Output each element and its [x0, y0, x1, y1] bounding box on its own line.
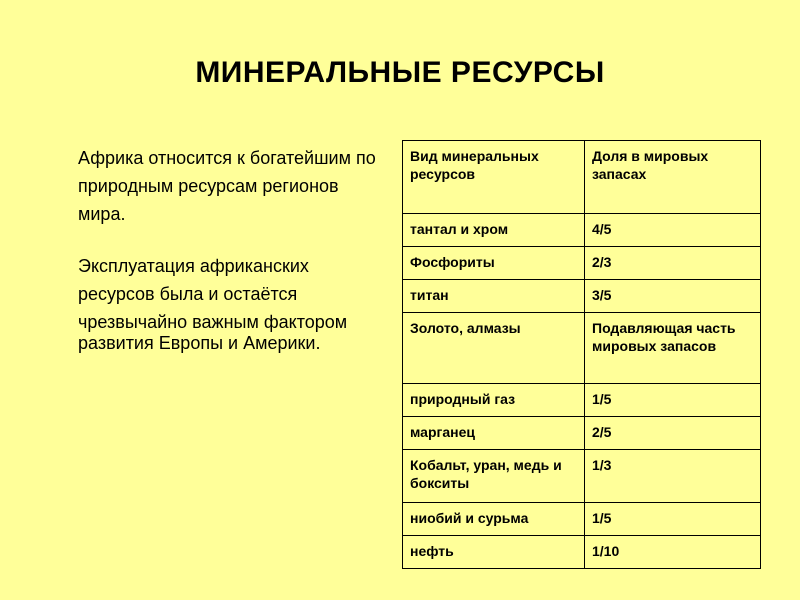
table-row: [403, 503, 761, 536]
cell-resource: титан: [403, 280, 585, 313]
table-row: [403, 384, 761, 417]
table-row: [403, 214, 761, 247]
table-row: [403, 536, 761, 569]
intro-text-block: [78, 148, 388, 361]
paragraph-gap: [78, 232, 388, 256]
table-row: [403, 247, 761, 280]
cell-share: Подавляющая часть мировых запасов: [585, 313, 761, 384]
text-line: Африка относится к богатейшим по: [78, 148, 376, 168]
slide-title: МИНЕРАЛЬНЫЕ РЕСУРСЫ: [195, 56, 605, 89]
table-row: [403, 450, 761, 503]
table-row: [403, 417, 761, 450]
mineral-resources-table: [402, 140, 761, 569]
text-line: чрезвычайно важным фактором развития Европы и Америки.: [78, 312, 348, 353]
cell-share: 1/10: [585, 536, 761, 569]
table-row: [403, 313, 761, 384]
cell-resource: Золото, алмазы: [403, 313, 585, 384]
table-header-row: [403, 141, 761, 214]
cell-resource: Фосфориты: [403, 247, 585, 280]
text-line: природным ресурсам регионов: [78, 176, 339, 196]
header-cell-resource-type: Вид минеральных ресурсов: [403, 141, 585, 214]
cell-resource: марганец: [403, 417, 585, 450]
cell-resource: природный газ: [403, 384, 585, 417]
header-cell-world-share: Доля в мировых запасах: [585, 141, 761, 214]
cell-resource: Кобальт, уран, медь и бокситы: [403, 450, 585, 503]
cell-share: 1/3: [585, 450, 761, 503]
cell-share: 1/5: [585, 384, 761, 417]
text-line: ресурсов была и остаётся: [78, 284, 298, 304]
cell-resource: тантал и хром: [403, 214, 585, 247]
cell-resource: ниобий и сурьма: [403, 503, 585, 536]
table-row: [403, 280, 761, 313]
cell-share: 2/5: [585, 417, 761, 450]
cell-share: 2/3: [585, 247, 761, 280]
cell-share: 1/5: [585, 503, 761, 536]
cell-resource: нефть: [403, 536, 585, 569]
cell-share: 3/5: [585, 280, 761, 313]
text-line: Эксплуатация африканских: [78, 256, 309, 276]
cell-share: 4/5: [585, 214, 761, 247]
text-line: мира.: [78, 204, 126, 224]
